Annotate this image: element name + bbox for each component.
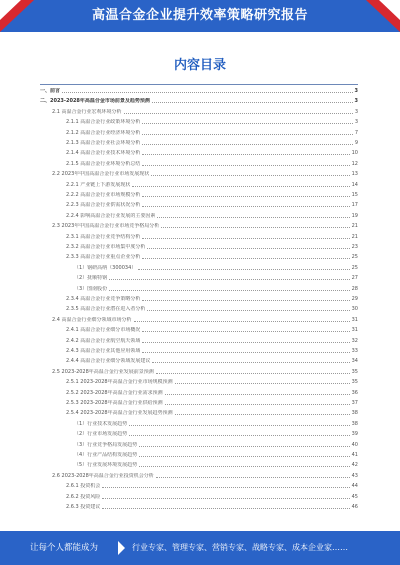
toc-page-number: 39 — [351, 431, 358, 438]
toc-entry[interactable] — [66, 202, 358, 209]
toc-page-number: 44 — [351, 483, 358, 490]
toc-leader-dots — [134, 320, 350, 322]
toc-entry-text: （5）行业发展环境发展趋势 — [74, 462, 138, 469]
toc-heading: 内容目录 — [173, 58, 226, 73]
toc-leader-dots — [142, 143, 352, 145]
toc-leader-dots — [175, 413, 350, 415]
toc-leader-dots — [156, 372, 350, 374]
toc-entry[interactable] — [52, 369, 358, 376]
toc-entry-text: 2.4.1 高温合金行业细分市场概况 — [66, 327, 141, 334]
toc-leader-dots — [142, 299, 349, 301]
toc-entry-text: 2.3.2 高温合金行业市场集中度分析 — [66, 244, 146, 250]
toc-leader-dots — [102, 497, 349, 499]
toc-leader-dots — [152, 101, 353, 103]
toc-entry-text: 2.3.3 高温合金行业重点企业分析 — [66, 254, 141, 261]
toc-leader-dots — [157, 216, 349, 218]
toc-entry[interactable] — [74, 431, 358, 438]
toc-page-number: 38 — [351, 410, 358, 417]
toc-entry[interactable] — [66, 306, 358, 313]
toc-leader-dots — [152, 361, 349, 363]
toc-entry-text: 2.2 2023年中国高温合金行业市场发展现状 — [52, 171, 150, 178]
toc-entry-text: （3）图南股份 — [74, 285, 108, 292]
toc-leader-dots — [165, 403, 350, 405]
toc-leader-dots — [142, 351, 349, 353]
toc-leader-dots — [124, 112, 353, 114]
toc-entry[interactable] — [52, 317, 358, 324]
toc-page-number: 29 — [351, 296, 358, 302]
toc-entry-text: 2.6.2 投资风险 — [66, 493, 101, 500]
toc-page-number: 41 — [351, 452, 358, 458]
toc-page-number: 43 — [351, 472, 358, 479]
toc-entry[interactable] — [74, 452, 358, 459]
toc-page-number: 3 — [354, 119, 358, 126]
toc-entry-text: （2）抚顺特钢 — [74, 275, 108, 282]
toc-leader-dots — [109, 289, 349, 291]
toc-page-number: 12 — [351, 160, 358, 167]
toc-entry[interactable] — [66, 338, 358, 345]
toc-page-number: 42 — [351, 462, 358, 469]
toc-entry[interactable] — [66, 494, 358, 501]
toc-entry[interactable] — [66, 410, 358, 417]
toc-entry[interactable] — [66, 390, 358, 397]
toc-entry-text: 2.1.2 高温合金行业经济环境分析 — [66, 129, 141, 136]
toc-entry[interactable] — [66, 234, 358, 241]
toc-entry-text: 2.1.5 高温合金行业环境分析总结 — [66, 160, 141, 167]
toc-entry[interactable] — [66, 400, 358, 407]
toc-leader-dots — [156, 476, 350, 478]
toc-entry[interactable] — [52, 473, 358, 480]
toc-page-number: 46 — [351, 504, 358, 510]
toc-entry-text: 2.6.3 投资建议 — [66, 504, 101, 510]
toc-entry-text: （3）行业竞争格局发展趋势 — [74, 441, 138, 448]
toc-leader-dots — [161, 226, 349, 228]
toc-entry[interactable] — [66, 130, 358, 137]
toc-page-number: 21 — [351, 233, 358, 240]
toc-page-number: 35 — [351, 379, 358, 386]
toc-leader-dots — [142, 330, 349, 332]
toc-leader-dots — [139, 465, 349, 467]
toc-page-number: 28 — [351, 285, 358, 292]
toc-leader-dots — [142, 237, 349, 239]
toc-entry[interactable] — [66, 379, 358, 386]
toc-page-number: 14 — [351, 181, 358, 188]
toc-entry-text: 2.1.1 高温合金行业政策环境分析 — [66, 119, 141, 126]
toc-entry-text: 2.6.1 投资机会 — [66, 483, 101, 490]
toc-page-number: 31 — [351, 327, 358, 334]
toc-entry[interactable] — [66, 150, 358, 157]
toc-page-number: 31 — [351, 316, 358, 323]
toc-page-number: 23 — [351, 244, 358, 250]
toc-entry-text: 2.4.3 高温合金行业其他应用领域 — [66, 348, 141, 354]
toc-page-number: 34 — [351, 358, 358, 365]
toc-page-number: 27 — [351, 275, 358, 282]
toc-entry-text: （1）行业技术发展趋势 — [74, 420, 128, 427]
footer-slogan: 让每个人都能成为 — [30, 543, 99, 553]
toc-entry[interactable] — [40, 98, 358, 105]
toc-page-number: 37 — [351, 400, 358, 406]
toc-entry-text: 2.5.4 2023-2028年高温合金行业发展趋势预测 — [66, 410, 173, 417]
toc-leader-dots — [142, 164, 349, 166]
toc-leader-dots — [175, 382, 350, 384]
toc-leader-dots — [147, 309, 349, 311]
toc-page-number: 25 — [351, 254, 358, 261]
toc-leader-dots — [129, 424, 349, 426]
toc-leader-dots — [109, 278, 349, 280]
toc-leader-dots — [142, 341, 349, 343]
toc-entry[interactable] — [74, 462, 358, 469]
toc-page-number: 3 — [354, 108, 358, 115]
toc-entry-text: 2.6 2023-2028年高温合金行业投资机会分析 — [52, 472, 154, 479]
toc-entry[interactable] — [66, 348, 358, 355]
toc-entry[interactable] — [66, 296, 358, 303]
toc-leader-dots — [102, 507, 349, 509]
toc-page-number: 15 — [351, 192, 358, 198]
toc-page-number: 33 — [351, 348, 358, 354]
toc-leader-dots — [102, 486, 349, 488]
toc-leader-dots — [62, 91, 353, 93]
toc-leader-dots — [142, 195, 349, 197]
toc-page-number: 13 — [351, 171, 358, 178]
footer-roles: 行业专家、管理专家、营销专家、战略专家、成本企业家…… — [132, 543, 348, 552]
toc-page-number: 45 — [351, 493, 358, 500]
report-title: 高温合金企业提升效率策略研究报告 — [91, 8, 308, 23]
toc-page-number: 10 — [351, 150, 358, 157]
toc-entry-text: 2.5 2023-2028年高温合金行业发展前景预测 — [52, 368, 154, 375]
toc-entry[interactable] — [52, 171, 358, 178]
toc-entry-text: 2.5.2 2023-2028年高温合金行业需求预测 — [66, 389, 163, 396]
toc-entry-text: 2.3 2023年中国高温合金行业市场竞争格局分析 — [52, 223, 160, 230]
toc-entry-text: 二、2023-2028年高温合金市场前景及趋势预测 — [40, 98, 150, 105]
toc-entry-text: 2.2.4 影响高温合金行业发展的主要因素 — [66, 212, 156, 219]
toc-leader-dots — [142, 205, 349, 207]
toc-leader-dots — [138, 268, 349, 270]
toc-entry-text: 一、前言 — [40, 88, 61, 94]
toc-page-number: 21 — [351, 223, 358, 230]
toc-entry[interactable] — [52, 223, 358, 230]
toc-entry-text: （4）行业产品结构发展趋势 — [74, 452, 138, 458]
toc-leader-dots — [129, 434, 349, 436]
toc-entry[interactable] — [40, 88, 358, 95]
toc-entry-text: 2.1 高温合金行业宏观环境分析 — [52, 108, 122, 115]
toc-entry[interactable] — [74, 442, 358, 449]
toc-page-number: 3 — [354, 88, 358, 94]
toc-leader-dots — [165, 393, 350, 395]
toc-entry-text: 2.1.4 高温合金行业技术环境分析 — [66, 150, 141, 157]
toc-page-number: 38 — [351, 420, 358, 427]
toc-entry[interactable] — [74, 421, 358, 428]
toc-entry-text: （2）行业市场发展趋势 — [74, 431, 128, 438]
toc-entry-text: 2.5.3 2023-2028年高温合金行业供给预测 — [66, 400, 163, 406]
toc-entry[interactable] — [66, 140, 358, 147]
toc-entry-text: 2.2.1 产业链上下游发展现状 — [66, 181, 131, 188]
toc-leader-dots — [142, 257, 349, 259]
toc-leader-dots — [142, 133, 352, 135]
toc-page-number: 35 — [351, 368, 358, 375]
toc-leader-dots — [151, 174, 349, 176]
toc-entry[interactable] — [66, 119, 358, 126]
toc-entry[interactable] — [52, 109, 358, 116]
toc-page-number: 40 — [351, 441, 358, 448]
toc-page-number: 3 — [354, 98, 358, 105]
toc-entry-text: 2.2.3 高温合金行业供需状况分析 — [66, 202, 141, 209]
toc-leader-dots — [142, 153, 349, 155]
toc-entry[interactable] — [66, 504, 358, 511]
toc-leader-dots — [132, 185, 349, 187]
toc-entry-text: 2.3.4 高温合金行业竞争策略分析 — [66, 296, 141, 302]
toc-leader-dots — [147, 247, 349, 249]
toc-entry[interactable] — [66, 358, 358, 365]
toc-entry[interactable] — [66, 327, 358, 334]
toc-page-number: 25 — [351, 264, 358, 271]
toc-page-number: 9 — [354, 140, 358, 146]
toc-divider — [40, 84, 358, 85]
toc-entry-text: 2.3.5 高温合金行业潜在进入者分析 — [66, 306, 146, 313]
toc-entry-text: 2.4.4 高温合金行业细分领域发展建议 — [66, 358, 151, 365]
toc-entry-text: 2.5.1 2023-2028年高温合金行业市场规模预测 — [66, 379, 173, 386]
toc-entry-text: 2.2.2 高温合金行业市场规模分析 — [66, 192, 141, 198]
toc-entry[interactable] — [66, 182, 358, 189]
toc-entry-text: 2.4.2 高温合金行业航空航天领域 — [66, 337, 141, 344]
toc-page-number: 19 — [351, 212, 358, 219]
toc-page-number: 30 — [351, 306, 358, 313]
toc-entry[interactable] — [74, 275, 358, 282]
toc-leader-dots — [139, 445, 349, 447]
toc-entry-text: （1）钢研高纳（300034） — [74, 264, 137, 271]
toc-entry-text: 2.1.3 高温合金行业社会环境分析 — [66, 140, 141, 146]
toc-entry[interactable] — [66, 244, 358, 251]
toc-entry[interactable] — [66, 483, 358, 490]
toc-entry-text: 2.4 高温合金行业细分领域市场分析 — [52, 316, 132, 323]
toc-page-number: 36 — [351, 389, 358, 396]
toc-page-number: 7 — [354, 129, 358, 136]
footer-arrow-icon — [118, 541, 125, 555]
toc-page-number: 32 — [351, 337, 358, 344]
toc-entry-text: 2.3.1 高温合金行业竞争结构分析 — [66, 233, 141, 240]
toc-leader-dots — [142, 122, 352, 124]
toc-entry[interactable] — [74, 286, 358, 293]
toc-entry[interactable] — [74, 265, 358, 272]
toc-entry[interactable] — [66, 254, 358, 261]
toc-entry[interactable] — [66, 192, 358, 199]
toc-entry[interactable] — [66, 213, 358, 220]
toc-leader-dots — [139, 455, 349, 457]
toc-entry[interactable] — [66, 161, 358, 168]
toc-page-number: 17 — [351, 202, 358, 209]
